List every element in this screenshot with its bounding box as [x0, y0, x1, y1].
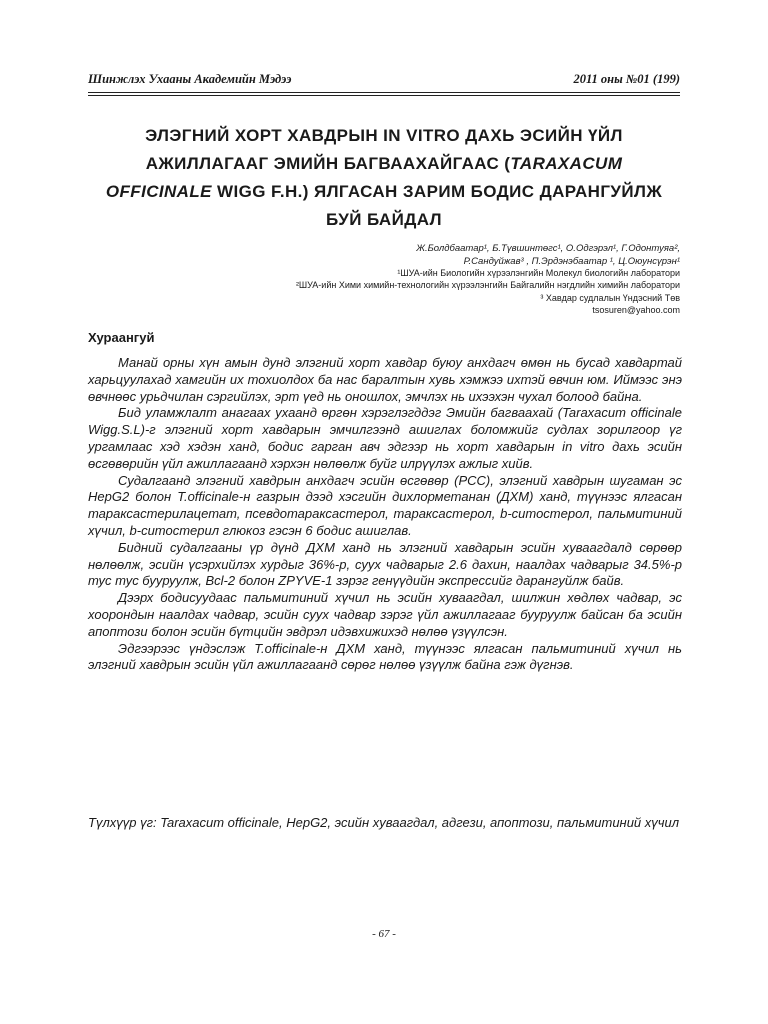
- abstract-body: [88, 355, 682, 674]
- abstract-paragraph: Бидний судалгааны үр дүнд ДХМ ханд нь элэгний хавдарын эсийн хуваагдалд сөрөөр нөлөөлж, эсийн үсэрхийлэх хурдыг 36%-р, суух чадварыг 2.6 дахин, наалдах чадварыг 34.5%-р тус тус бууруулж, Bcl-2 болон ZPYVE-1 зэрэг генүүдийн экспрессийг дарангуйлж байв.: [88, 539, 682, 589]
- header-rule: [88, 92, 680, 93]
- abstract-paragraph: Эдгээрээс үндэслэж T.officinale-н ДХМ ханд, түүнээс ялгасан пальмитиний хүчил нь элэгний хавдрын эсийн үйл ажиллагаанд сөрөг нөлөө үзүүлж байна гэж дүгнэв.: [88, 640, 682, 673]
- abstract-paragraph: Дээрх бодисуудаас пальмитиний хүчил нь эсийн хуваагдал, шилжин хөдлөх чадвар, эс хоорондын наалдах чадвар, эсийн суух чадвар зэрэг үйл ажиллагааг бууруулж байсан ба эсийн апоптози болон эсийн бүтцийн эвдрэл идэвхижихэд нөлөө үзүүлсэн.: [88, 590, 682, 639]
- abstract-paragraph: Судалгаанд элэгний хавдрын анхдагч эсийн өсгөвөр (PCC), элэгний хавдрын шугаман эс HepG2 болон T.officinale-н газрын дээд хэсгийн дихлорметанан (ДХМ) ханд, түүнээс ялгасан тараксастерилацетат, псевдотараксастерол, тараксастерол, b-ситостерол, пальмитиний хүчил, b-ситостерил глюкоз гэсэн 6 бодис ашиглав.: [88, 472, 682, 538]
- title-part-2: WIGG F.H.) ЯЛГАСАН ЗАРИМ БОДИС ДАРАНГУЙЛЖ БУЙ БАЙДАЛ: [211, 182, 663, 229]
- page-number: - 67 -: [372, 928, 396, 940]
- contact-email: tsosuren@yahoo.com: [592, 304, 680, 315]
- affiliations: [160, 267, 680, 316]
- authors-line-1: Ж.Болдбаатар¹, Б.Түвшинтөгс¹, О.Одгэрэл¹, Г.Одонтуяа²,: [416, 243, 680, 254]
- affiliation-2: ²ШУА-ийн Хими химийн-технологийн хүрээлэнгийн Байгалийн нэгдлийн химийн лаборатори: [295, 280, 680, 291]
- journal-name: Шинжлэх Ухааны Академийн Мэдээ: [88, 72, 292, 86]
- affiliation-3: ³ Хавдар судлалын Үндэсний Төв: [540, 292, 680, 303]
- abstract-paragraph: Бид уламжлалт анагаах ухаанд өргөн хэрэглэгддэг Эмийн багваахай (Taraxacum officinale Wigg.S.L)-г элэгний хорт хавдарын эмчилгээнд ашиглах боломжийг судлах зорилгоор үг ургамлаас хэд хэдэн ханд, бодис гарган авч эдгээр нь хорт хавдарын in vitro дахь эсийн өсгөвөрийн үйл ажиллагаанд хэрхэн нөлөөлж буйг илрүүлэх ажлыг хийв.: [88, 405, 682, 471]
- title-species-italic: TARAXACUM OFFICINALE: [105, 154, 623, 201]
- issue-number: 2011 оны №01 (199): [573, 72, 680, 86]
- author-list: [200, 242, 680, 268]
- affiliation-1: ¹ШУА-ийн Биологийн хүрээлэнгийн Молекул биологийн лаборатори: [397, 268, 680, 278]
- abstract-paragraph: Манай орны хүн амын дунд элэгний хорт хавдар буюу анхдагч өмөн нь бусад хавдартай харьцуулахад хамгийн их тохиолдох ба нас баралтын хувь хэмжээ ихтэй өвчин юм. Иймээс энэ өвчнөөс урьдчилан сэргийлэх, эрт үед нь оношлох, эмчлэх нь ихээхэн чухал болоод байна.: [88, 355, 682, 404]
- paper-title: [100, 122, 668, 234]
- keywords: Түлхүүр үг: Taraxacum officinale, HepG2, эсийн хуваагдал, адгези, апоптози, пальмитиний хүчил: [88, 815, 680, 830]
- title-part-1: ЭЛЭГНИЙ ХОРТ ХАВДРЫН IN VITRO ДАХЬ ЭСИЙН ҮЙЛ АЖИЛЛАГААГ ЭМИЙН БАГВААХАЙГААС (: [145, 126, 623, 173]
- abstract-heading: Хураангуй: [88, 330, 155, 345]
- authors-line-2: Р.Сандуйжав³ , П.Эрдэнэбаатар ¹, Ц.Оюунсүрэн¹: [463, 256, 680, 267]
- running-header: [88, 72, 680, 87]
- header-rule-thin: [88, 95, 680, 96]
